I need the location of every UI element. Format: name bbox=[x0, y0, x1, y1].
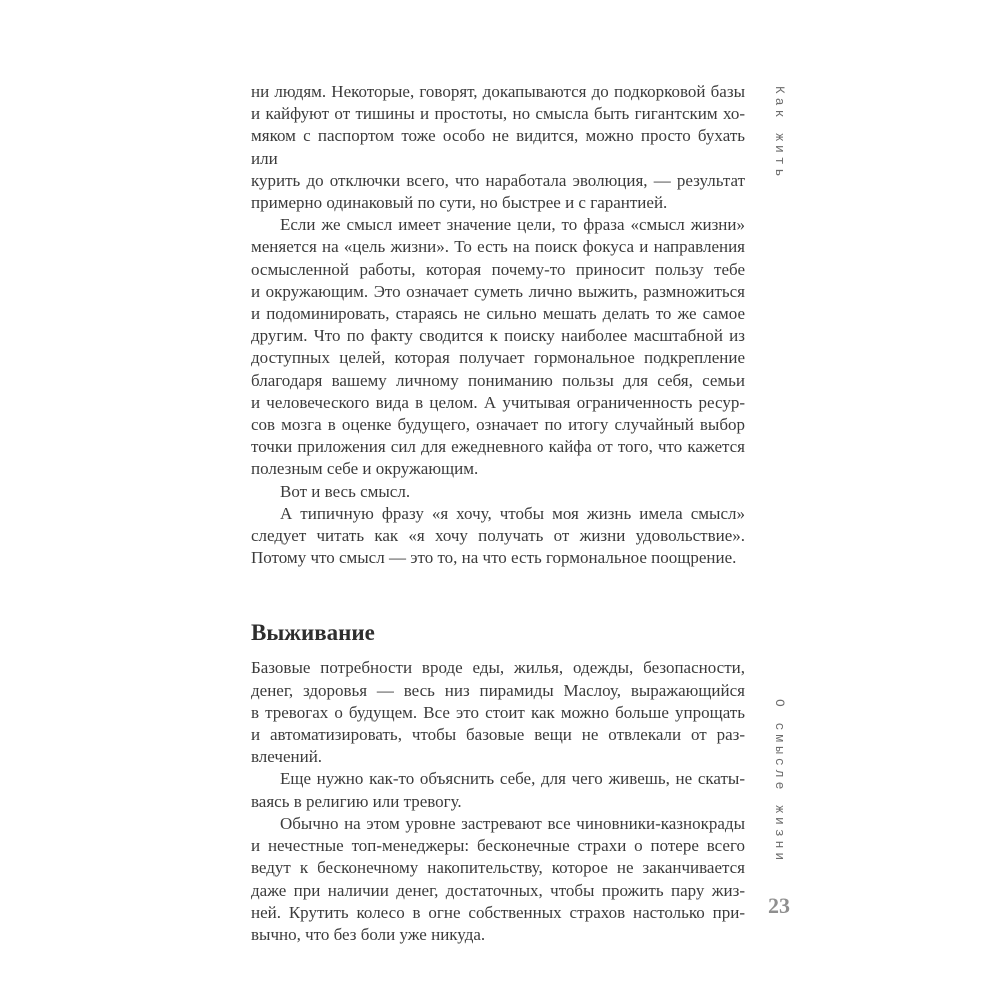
text-line: другим. Что по факту сводится к поиску наиболее масштабной из bbox=[251, 326, 745, 346]
text-line: и кайфуют от тишины и простоты, но смысла быть гигантским хо- bbox=[251, 104, 745, 124]
text-line: А типичную фразу «я хочу, чтобы моя жизнь имела смысл» bbox=[280, 503, 745, 523]
text-line: в тревогах о будущем. Все это стоит как можно больше упрощать bbox=[251, 702, 745, 722]
text-line: влечений. bbox=[251, 747, 323, 767]
text-line: даже при наличии денег, достаточных, чтобы прожить пару жиз- bbox=[251, 880, 745, 900]
text-line: и автоматизировать, чтобы базовые вещи не отвлекали от раз- bbox=[251, 725, 745, 745]
text-line: полезным себе и окружающим. bbox=[251, 459, 479, 479]
page-number: 23 bbox=[768, 893, 790, 918]
text-line: сов мозга в оценке будущего, означает по итогу случайный выбор bbox=[251, 415, 745, 435]
text-line: Если же смысл имеет значение цели, то фраза «смысл жизни» bbox=[280, 215, 745, 235]
text-line: осмысленной работы, которая почему-то приносит пользу тебе bbox=[251, 259, 745, 279]
text-line: вычно, что без боли уже никуда. bbox=[251, 924, 486, 944]
text-line: Базовые потребности вроде еды, жилья, одежды, безопасности, bbox=[251, 658, 745, 678]
text-line: ведут к бесконечному накопительству, которое не заканчивается bbox=[251, 858, 745, 878]
text-line: ваясь в религию или тревогу. bbox=[251, 791, 462, 811]
text-line: ни людям. Некоторые, говорят, докапываются до подкорковой базы bbox=[251, 82, 745, 101]
text-line: точки приложения сил для ежедневного кайфа от того, что кажется bbox=[251, 437, 745, 457]
text-line: Вот и весь смысл. bbox=[280, 481, 411, 501]
margin-label-section: О смысле жизни bbox=[772, 699, 787, 865]
text-line: Обычно на этом уровне застревают все чиновники-казнокрады bbox=[280, 813, 745, 833]
text-line: и окружающим. Это означает суметь лично выжить, размножиться bbox=[251, 281, 745, 301]
text-line: и подоминировать, стараясь не сильно мешать делать то же самое bbox=[251, 304, 745, 324]
margin-label-chapter: Как жить bbox=[772, 86, 787, 181]
text-column bbox=[251, 81, 745, 946]
text-line: и человеческого вида в целом. А учитывая ограниченность ресур- bbox=[251, 392, 745, 412]
text-line: следует читать как «я хочу получать от жизни удовольствие». bbox=[251, 526, 745, 546]
text-line: Еще нужно как-то объяснить себе, для чего живешь, не скаты- bbox=[280, 769, 745, 789]
text-line: меняется на «цель жизни». То есть на поиск фокуса и направления bbox=[251, 237, 745, 257]
text-line: и нечестные топ-менеджеры: бесконечные страхи о потере всего bbox=[251, 836, 745, 856]
text-line: денег, здоровья — весь низ пирамиды Маслоу, выражающийся bbox=[251, 680, 745, 700]
section-heading: Выживание bbox=[251, 620, 375, 646]
text-line: благодаря вашему личному пониманию пользы для себя, семьи bbox=[251, 370, 745, 390]
text-line: доступных целей, которая получает гормональное подкрепление bbox=[251, 348, 745, 368]
text-line: мяком с паспортом тоже особо не видится, можно просто бухать или bbox=[251, 126, 745, 168]
text-line: Потому что смысл — это то, на что есть гормональное поощрение. bbox=[251, 548, 737, 568]
text-line: примерно одинаковый по сути, но быстрее и с гарантией. bbox=[251, 193, 668, 213]
text-line: курить до отключки всего, что наработала эволюция, — результат bbox=[251, 170, 745, 190]
text-line: ней. Крутить колесо в огне собственных страхов настолько при- bbox=[251, 902, 745, 922]
